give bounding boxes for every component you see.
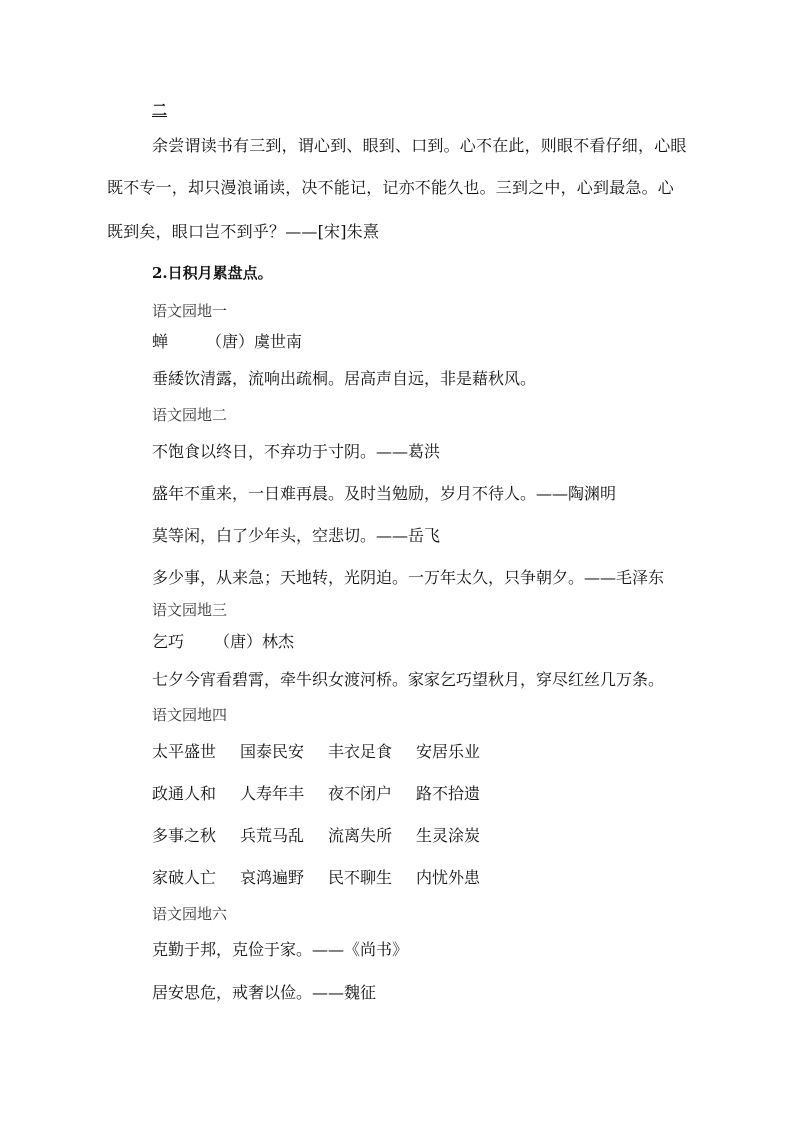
idiom: 内忧外患	[416, 868, 481, 887]
idiom: 兵荒马乱	[240, 826, 305, 845]
idiom: 哀鸿遍野	[240, 868, 305, 887]
reading-quote-line-3: 既到矣，眼口岂不到乎？——[宋]朱熹	[107, 222, 380, 241]
idiom: 人寿年丰	[240, 784, 305, 803]
garden-6-heading: 语文园地六	[152, 905, 228, 923]
garden-2-heading: 语文园地二	[152, 406, 228, 424]
garden-3-poem-header	[152, 632, 294, 652]
idiom: 流离失所	[328, 826, 393, 845]
garden-1-heading: 语文园地一	[152, 302, 228, 320]
idiom: 路不拾遗	[416, 784, 481, 803]
idiom: 政通人和	[152, 784, 217, 803]
idiom: 夜不闭户	[328, 784, 393, 803]
idiom: 太平盛世	[152, 742, 217, 761]
garden-2-quote-4: 多少事，从来急；天地转，光阴迫。一万年太久，只争朝夕。——毛泽东	[152, 568, 665, 587]
idiom: 生灵涂炭	[416, 826, 481, 845]
poem-title: 乞巧	[152, 632, 185, 651]
garden-1-poem-header	[152, 332, 302, 352]
garden-2-quote-1: 不饱食以终日，不弃功于寸阴。——葛洪	[152, 442, 441, 461]
garden-2-quote-2: 盛年不重来，一日难再晨。及时当勉励，岁月不待人。——陶渊明	[152, 484, 617, 503]
garden-6-quote-1: 克勤于邦，克俭于家。——《尚书》	[152, 940, 409, 959]
garden-4-heading: 语文园地四	[152, 706, 228, 724]
idiom: 安居乐业	[416, 742, 481, 761]
poem-author: （唐）林杰	[214, 632, 295, 651]
garden-6-quote-2: 居安思危，戒奢以俭。——魏征	[152, 983, 377, 1002]
idiom: 丰衣足食	[328, 742, 393, 761]
idiom: 民不聊生	[328, 868, 393, 887]
garden-3-poem-text: 七夕今宵看碧霄，牵牛织女渡河桥。家家乞巧望秋月，穿尽红丝几万条。	[152, 670, 665, 689]
garden-2-quote-3: 莫等闲，白了少年头，空悲切。——岳飞	[152, 526, 441, 545]
idiom: 多事之秋	[152, 826, 217, 845]
poem-title: 蝉	[152, 332, 169, 351]
section-mark: 二	[152, 101, 168, 119]
poem-author: （唐）虞世南	[206, 332, 303, 351]
section-2-title: 2.日积月累盘点。	[152, 264, 273, 282]
reading-quote-line-1: 余尝谓读书有三到，谓心到、眼到、口到。心不在此，则眼不看仔细，心眼	[152, 136, 687, 155]
reading-quote-line-2: 既不专一，却只漫浪诵读，决不能记，记亦不能久也。三到之中，心到最急。心	[107, 178, 675, 197]
idiom: 家破人亡	[152, 868, 217, 887]
idiom: 国泰民安	[240, 742, 305, 761]
garden-3-heading: 语文园地三	[152, 601, 228, 619]
garden-1-poem-text: 垂緌饮清露，流响出疏桐。居高声自远，非是藉秋风。	[152, 369, 537, 388]
